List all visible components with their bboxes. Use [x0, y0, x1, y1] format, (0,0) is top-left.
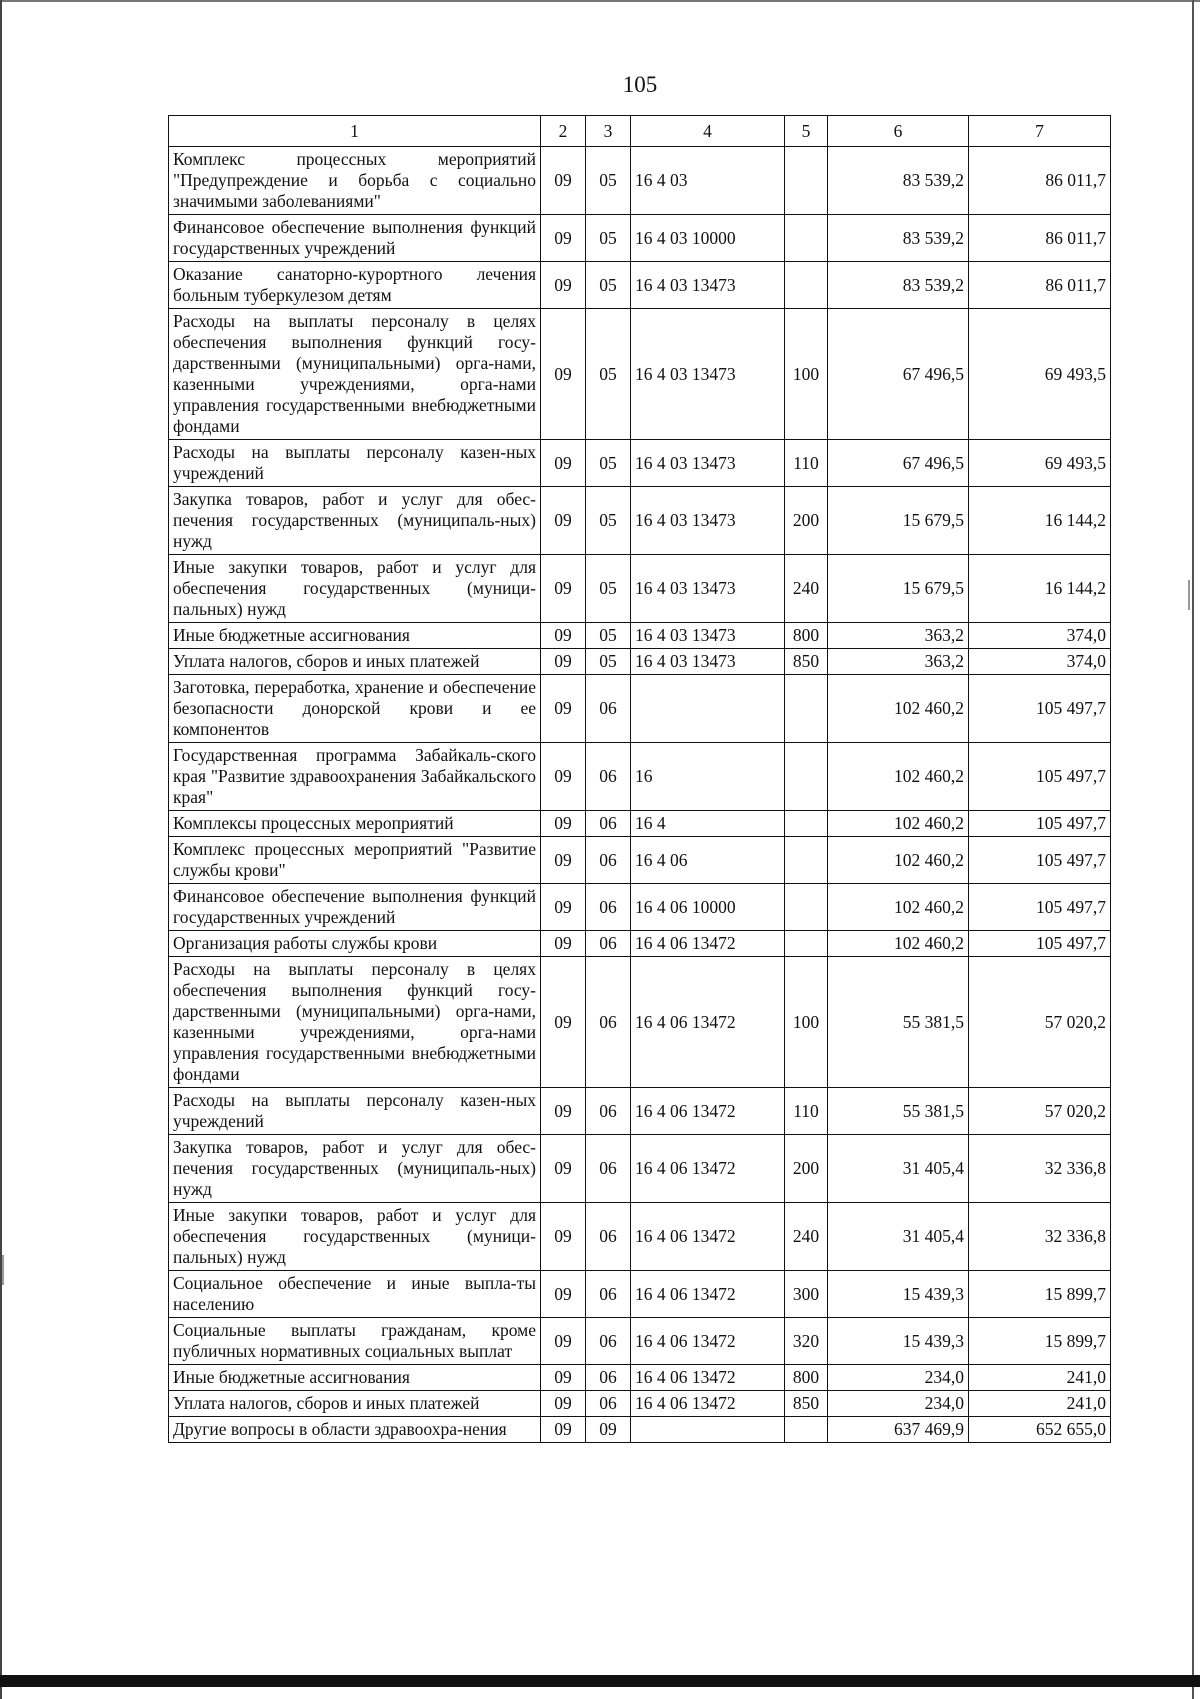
- subsection-code-cell: 09: [586, 1417, 631, 1443]
- target-article-cell: 16 4 03 13473: [631, 649, 785, 675]
- expense-type-cell: [785, 1417, 828, 1443]
- subsection-code-cell: 06: [586, 957, 631, 1088]
- table-row: [169, 1088, 1111, 1135]
- row-name-cell: Другие вопросы в области здравоохра-нения: [169, 1417, 541, 1443]
- table-row: [169, 1318, 1111, 1365]
- subsection-code-cell: 05: [586, 262, 631, 309]
- amount-year2-cell: 15 899,7: [969, 1318, 1111, 1365]
- amount-year1-cell: 102 460,2: [828, 931, 969, 957]
- section-code-cell: 09: [541, 931, 586, 957]
- target-article-cell: 16 4 03 13473: [631, 487, 785, 555]
- table-row: [169, 487, 1111, 555]
- table-row: [169, 675, 1111, 743]
- subsection-code-cell: 06: [586, 1271, 631, 1318]
- subsection-code-cell: 06: [586, 1318, 631, 1365]
- table-row: [169, 555, 1111, 623]
- table-row: [169, 931, 1111, 957]
- section-code-cell: 09: [541, 1088, 586, 1135]
- section-code-cell: 09: [541, 884, 586, 931]
- amount-year1-cell: 55 381,5: [828, 1088, 969, 1135]
- section-code-cell: 09: [541, 440, 586, 487]
- amount-year1-cell: 67 496,5: [828, 440, 969, 487]
- amount-year1-cell: 67 496,5: [828, 309, 969, 440]
- target-article-cell: 16 4 03 10000: [631, 215, 785, 262]
- table-row: [169, 262, 1111, 309]
- amount-year1-cell: 83 539,2: [828, 215, 969, 262]
- target-article-cell: 16 4 06 13472: [631, 957, 785, 1088]
- scan-artifact: [1188, 580, 1190, 610]
- amount-year2-cell: 32 336,8: [969, 1203, 1111, 1271]
- table-row: [169, 309, 1111, 440]
- scan-bottom-edge: [0, 1675, 1200, 1687]
- target-article-cell: 16 4 06 13472: [631, 1271, 785, 1318]
- subsection-code-cell: 06: [586, 1391, 631, 1417]
- amount-year2-cell: 86 011,7: [969, 262, 1111, 309]
- amount-year1-cell: 15 679,5: [828, 555, 969, 623]
- subsection-code-cell: 05: [586, 147, 631, 215]
- page-edge-left: [0, 0, 2, 1699]
- table-row: [169, 215, 1111, 262]
- row-name-cell: Финансовое обеспечение выполнения функций государственных учреждений: [169, 215, 541, 262]
- section-code-cell: 09: [541, 147, 586, 215]
- target-article-cell: 16 4 06 13472: [631, 1135, 785, 1203]
- subsection-code-cell: 06: [586, 743, 631, 811]
- subsection-code-cell: 05: [586, 487, 631, 555]
- amount-year2-cell: 241,0: [969, 1365, 1111, 1391]
- section-code-cell: 09: [541, 1318, 586, 1365]
- expense-type-cell: [785, 837, 828, 884]
- expense-type-cell: 850: [785, 649, 828, 675]
- column-header: 1: [169, 116, 541, 147]
- row-name-cell: Заготовка, переработка, хранение и обеспечение безопасности донорской крови и ее компонентов: [169, 675, 541, 743]
- target-article-cell: 16: [631, 743, 785, 811]
- column-header: 3: [586, 116, 631, 147]
- amount-year1-cell: 363,2: [828, 649, 969, 675]
- table-row: [169, 837, 1111, 884]
- table-row: [169, 1203, 1111, 1271]
- section-code-cell: 09: [541, 743, 586, 811]
- page-number: 105: [622, 72, 658, 97]
- expense-type-cell: [785, 884, 828, 931]
- row-name-cell: Государственная программа Забайкаль-ского края "Развитие здравоохранения Забайкальского края": [169, 743, 541, 811]
- column-header: 2: [541, 116, 586, 147]
- row-name-cell: Уплата налогов, сборов и иных платежей: [169, 1391, 541, 1417]
- target-article-cell: 16 4 06: [631, 837, 785, 884]
- target-article-cell: 16 4 06 13472: [631, 931, 785, 957]
- section-code-cell: 09: [541, 309, 586, 440]
- amount-year2-cell: 57 020,2: [969, 1088, 1111, 1135]
- amount-year1-cell: 234,0: [828, 1365, 969, 1391]
- expense-type-cell: [785, 262, 828, 309]
- target-article-cell: 16 4 03 13473: [631, 309, 785, 440]
- column-header: 4: [631, 116, 785, 147]
- target-article-cell: 16 4 06 10000: [631, 884, 785, 931]
- row-name-cell: Иные закупки товаров, работ и услуг для обеспечения государственных (муници-пальных) нужд: [169, 555, 541, 623]
- section-code-cell: 09: [541, 262, 586, 309]
- section-code-cell: 09: [541, 555, 586, 623]
- section-code-cell: 09: [541, 215, 586, 262]
- expense-type-cell: 100: [785, 957, 828, 1088]
- subsection-code-cell: 06: [586, 675, 631, 743]
- page-edge-top: [0, 0, 1200, 2]
- expense-type-cell: [785, 675, 828, 743]
- table-row: [169, 1365, 1111, 1391]
- amount-year1-cell: 31 405,4: [828, 1135, 969, 1203]
- amount-year2-cell: 16 144,2: [969, 555, 1111, 623]
- expense-type-cell: 110: [785, 440, 828, 487]
- row-name-cell: Комплекс процессных мероприятий "Развитие службы крови": [169, 837, 541, 884]
- table-row: [169, 1271, 1111, 1318]
- amount-year2-cell: 86 011,7: [969, 147, 1111, 215]
- table-row: [169, 147, 1111, 215]
- amount-year2-cell: 374,0: [969, 649, 1111, 675]
- subsection-code-cell: 06: [586, 1365, 631, 1391]
- section-code-cell: 09: [541, 623, 586, 649]
- subsection-code-cell: 06: [586, 1135, 631, 1203]
- target-article-cell: 16 4 03 13473: [631, 623, 785, 649]
- expense-type-cell: [785, 931, 828, 957]
- column-header: 7: [969, 116, 1111, 147]
- amount-year1-cell: 83 539,2: [828, 262, 969, 309]
- section-code-cell: 09: [541, 1365, 586, 1391]
- expense-type-cell: 800: [785, 1365, 828, 1391]
- table-row: [169, 811, 1111, 837]
- amount-year2-cell: 374,0: [969, 623, 1111, 649]
- subsection-code-cell: 05: [586, 215, 631, 262]
- amount-year1-cell: 55 381,5: [828, 957, 969, 1088]
- amount-year2-cell: 105 497,7: [969, 884, 1111, 931]
- subsection-code-cell: 06: [586, 1088, 631, 1135]
- subsection-code-cell: 05: [586, 309, 631, 440]
- target-article-cell: 16 4 03 13473: [631, 262, 785, 309]
- expense-type-cell: 850: [785, 1391, 828, 1417]
- amount-year1-cell: 234,0: [828, 1391, 969, 1417]
- amount-year1-cell: 102 460,2: [828, 837, 969, 884]
- table-row: [169, 743, 1111, 811]
- target-article-cell: [631, 675, 785, 743]
- target-article-cell: [631, 1417, 785, 1443]
- target-article-cell: 16 4 03: [631, 147, 785, 215]
- amount-year1-cell: 83 539,2: [828, 147, 969, 215]
- page-edge-right: [1192, 0, 1194, 1699]
- subsection-code-cell: 06: [586, 811, 631, 837]
- expense-type-cell: [785, 215, 828, 262]
- row-name-cell: Оказание санаторно-курортного лечения больным туберкулезом детям: [169, 262, 541, 309]
- header-row: [169, 116, 1111, 147]
- expense-type-cell: 110: [785, 1088, 828, 1135]
- amount-year2-cell: 15 899,7: [969, 1271, 1111, 1318]
- amount-year2-cell: 16 144,2: [969, 487, 1111, 555]
- section-code-cell: 09: [541, 487, 586, 555]
- section-code-cell: 09: [541, 957, 586, 1088]
- row-name-cell: Комплексы процессных мероприятий: [169, 811, 541, 837]
- table-row: [169, 957, 1111, 1088]
- section-code-cell: 09: [541, 837, 586, 884]
- row-name-cell: Иные закупки товаров, работ и услуг для обеспечения государственных (муници-пальных) нужд: [169, 1203, 541, 1271]
- expense-type-cell: [785, 147, 828, 215]
- section-code-cell: 09: [541, 649, 586, 675]
- row-name-cell: Организация работы службы крови: [169, 931, 541, 957]
- row-name-cell: Социальные выплаты гражданам, кроме публичных нормативных социальных выплат: [169, 1318, 541, 1365]
- amount-year2-cell: 69 493,5: [969, 309, 1111, 440]
- amount-year2-cell: 69 493,5: [969, 440, 1111, 487]
- amount-year1-cell: 102 460,2: [828, 675, 969, 743]
- subsection-code-cell: 05: [586, 555, 631, 623]
- subsection-code-cell: 05: [586, 649, 631, 675]
- table-row: [169, 649, 1111, 675]
- target-article-cell: 16 4 06 13472: [631, 1318, 785, 1365]
- row-name-cell: Закупка товаров, работ и услуг для обес-печения государственных (муниципаль-ных) нужд: [169, 487, 541, 555]
- amount-year1-cell: 102 460,2: [828, 811, 969, 837]
- section-code-cell: 09: [541, 1271, 586, 1318]
- target-article-cell: 16 4 03 13473: [631, 555, 785, 623]
- amount-year1-cell: 102 460,2: [828, 884, 969, 931]
- row-name-cell: Социальное обеспечение и иные выпла-ты населению: [169, 1271, 541, 1318]
- section-code-cell: 09: [541, 1203, 586, 1271]
- expense-type-cell: [785, 743, 828, 811]
- table-row: [169, 440, 1111, 487]
- expense-type-cell: 300: [785, 1271, 828, 1318]
- subsection-code-cell: 05: [586, 440, 631, 487]
- target-article-cell: 16 4 03 13473: [631, 440, 785, 487]
- target-article-cell: 16 4 06 13472: [631, 1088, 785, 1135]
- target-article-cell: 16 4 06 13472: [631, 1203, 785, 1271]
- amount-year2-cell: 652 655,0: [969, 1417, 1111, 1443]
- section-code-cell: 09: [541, 1417, 586, 1443]
- expense-type-cell: 100: [785, 309, 828, 440]
- column-header: 5: [785, 116, 828, 147]
- amount-year2-cell: 105 497,7: [969, 837, 1111, 884]
- amount-year2-cell: 57 020,2: [969, 957, 1111, 1088]
- row-name-cell: Иные бюджетные ассигнования: [169, 1365, 541, 1391]
- subsection-code-cell: 06: [586, 931, 631, 957]
- amount-year2-cell: 105 497,7: [969, 743, 1111, 811]
- row-name-cell: Расходы на выплаты персоналу в целях обеспечения выполнения функций госу-дарственными (муниципальными) орга-нами, казенными учреждениями, орга-нами управления государственными внебюджетными фондами: [169, 957, 541, 1088]
- amount-year1-cell: 15 439,3: [828, 1271, 969, 1318]
- subsection-code-cell: 05: [586, 623, 631, 649]
- expense-type-cell: 800: [785, 623, 828, 649]
- expense-type-cell: 240: [785, 1203, 828, 1271]
- table-row: [169, 1417, 1111, 1443]
- row-name-cell: Комплекс процессных мероприятий "Предупреждение и борьба с социально значимыми заболеваниями": [169, 147, 541, 215]
- row-name-cell: Финансовое обеспечение выполнения функций государственных учреждений: [169, 884, 541, 931]
- amount-year2-cell: 105 497,7: [969, 931, 1111, 957]
- expense-type-cell: 240: [785, 555, 828, 623]
- amount-year1-cell: 363,2: [828, 623, 969, 649]
- target-article-cell: 16 4: [631, 811, 785, 837]
- column-header: 6: [828, 116, 969, 147]
- section-code-cell: 09: [541, 1135, 586, 1203]
- amount-year2-cell: 32 336,8: [969, 1135, 1111, 1203]
- section-code-cell: 09: [541, 675, 586, 743]
- target-article-cell: 16 4 06 13472: [631, 1391, 785, 1417]
- scan-artifact: [2, 1255, 4, 1285]
- row-name-cell: Закупка товаров, работ и услуг для обес-печения государственных (муниципаль-ных) нужд: [169, 1135, 541, 1203]
- amount-year1-cell: 637 469,9: [828, 1417, 969, 1443]
- amount-year2-cell: 86 011,7: [969, 215, 1111, 262]
- row-name-cell: Расходы на выплаты персоналу казен-ных учреждений: [169, 1088, 541, 1135]
- expense-type-cell: 200: [785, 487, 828, 555]
- target-article-cell: 16 4 06 13472: [631, 1365, 785, 1391]
- subsection-code-cell: 06: [586, 1203, 631, 1271]
- amount-year1-cell: 15 679,5: [828, 487, 969, 555]
- row-name-cell: Уплата налогов, сборов и иных платежей: [169, 649, 541, 675]
- table-row: [169, 1135, 1111, 1203]
- amount-year1-cell: 15 439,3: [828, 1318, 969, 1365]
- row-name-cell: Расходы на выплаты персоналу в целях обеспечения выполнения функций госу-дарственными (муниципальными) орга-нами, казенными учреждениями, орга-нами управления государственными внебюджетными фондами: [169, 309, 541, 440]
- subsection-code-cell: 06: [586, 884, 631, 931]
- expense-type-cell: 200: [785, 1135, 828, 1203]
- table-row: [169, 884, 1111, 931]
- amount-year2-cell: 105 497,7: [969, 811, 1111, 837]
- table-row: [169, 1391, 1111, 1417]
- amount-year2-cell: 105 497,7: [969, 675, 1111, 743]
- table-row: [169, 623, 1111, 649]
- row-name-cell: Расходы на выплаты персоналу казен-ных учреждений: [169, 440, 541, 487]
- amount-year1-cell: 102 460,2: [828, 743, 969, 811]
- expense-type-cell: [785, 811, 828, 837]
- row-name-cell: Иные бюджетные ассигнования: [169, 623, 541, 649]
- table-body: [169, 147, 1111, 1443]
- section-code-cell: 09: [541, 811, 586, 837]
- expense-type-cell: 320: [785, 1318, 828, 1365]
- budget-table: [168, 115, 1111, 1443]
- subsection-code-cell: 06: [586, 837, 631, 884]
- amount-year1-cell: 31 405,4: [828, 1203, 969, 1271]
- section-code-cell: 09: [541, 1391, 586, 1417]
- amount-year2-cell: 241,0: [969, 1391, 1111, 1417]
